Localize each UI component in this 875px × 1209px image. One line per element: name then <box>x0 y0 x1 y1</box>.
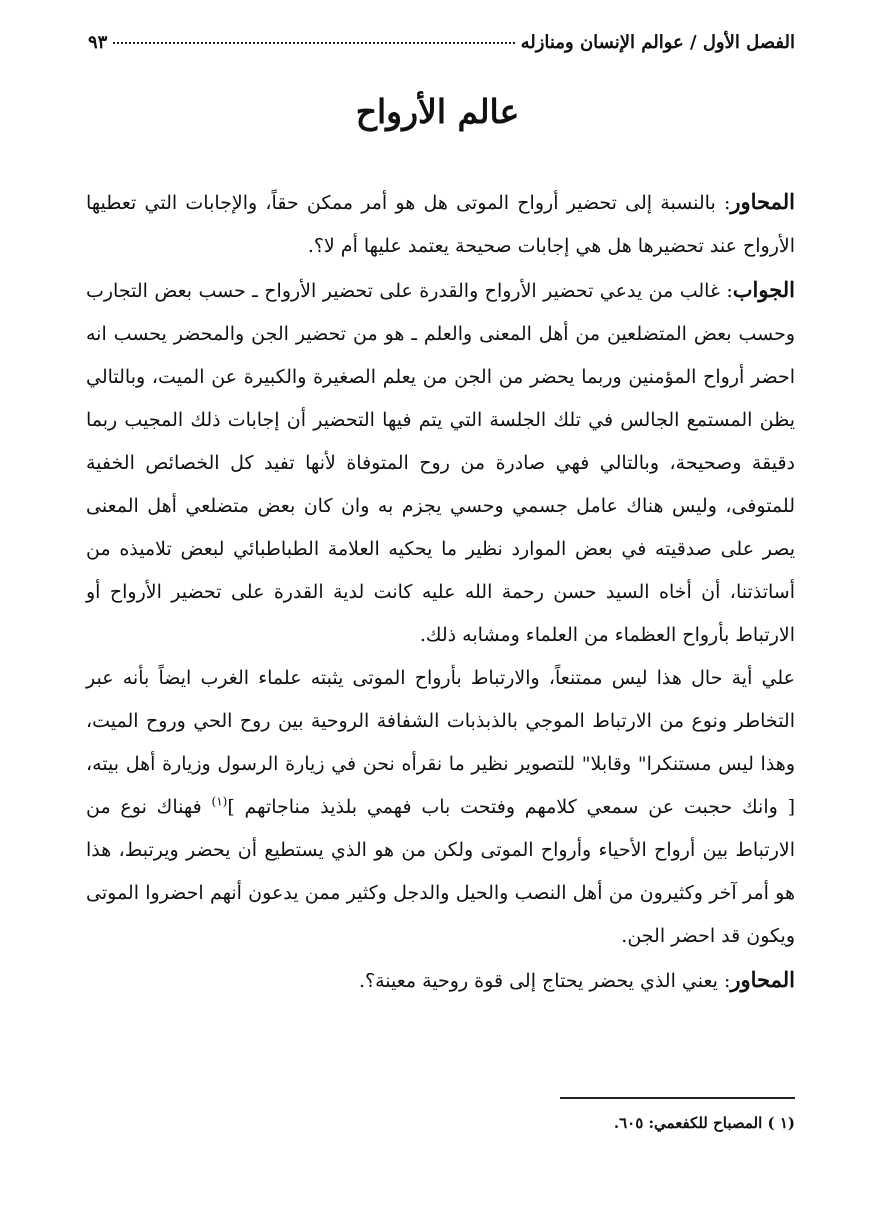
page-number: ٩٣ <box>88 32 108 53</box>
paragraph <box>86 268 795 657</box>
running-title: الفصل الأول / عوالم الإنسان ومنازله <box>520 32 795 53</box>
paragraph-text: : بالنسبة إلى تحضير أرواح الموتى هل هو أمر ممكن حقاً، والإجابات التي تعطيها الأرواح عند تحضيرها هل هي إجابات صحيحة يعتمد عليها أم لا؟. <box>86 192 795 257</box>
paragraph <box>86 180 795 268</box>
speaker-label: الجواب <box>732 277 795 302</box>
paragraph-text: فهناك نوع من الارتباط بين أرواح الأحياء وأرواح الموتى ولكن من هو الذي يستطيع أن يحضر ويرتبط، هذا هو أمر آخر وكثيرون من أهل النصب والحيل والدجل وكثير ممن يدعون أنهم احضروا الموتى ويكون قد احضر الجن. <box>86 796 795 947</box>
speaker-label: المحاور <box>730 189 795 214</box>
footnote: (١ ) المصباح للكفعمي: ٦٠٥. <box>613 1114 795 1132</box>
paragraph-text: : يعني الذي يحضر يحتاج إلى قوة روحية معينة؟. <box>358 970 731 992</box>
footnote-divider <box>560 1097 795 1099</box>
paragraph <box>86 657 795 958</box>
body-text <box>86 180 795 1003</box>
paragraph-text: : غالب من يدعي تحضير الأرواح والقدرة على تحضير الأرواح ـ حسب بعض التجارب وحسب بعض المتضلعين من أهل المعنى والعلم ـ هو من تحضير الجن والمحضر يحسب انه احضر أرواح المؤمنين وربما يحضر من الجن من يعلم الصغيرة والكبيرة عن الميت، وبالتالي يظن المستمع الجالس في تلك الجلسة التي يتم فيها التحضير أن إجابات ذلك المجيب ربما دقيقة وصحيحة، وبالتالي فهي صادرة من روح المتوفاة لأنها تفيد كل الخصائص الخفية للمتوفى، وليس هناك عامل جسمي وحسي يجزم به وان كان بعض متضلعي أهل المعنى يصر على صدقيته في بعض الموارد نظير ما يحكيه العلامة الطباطبائي لبعض تلاميذه من أساتذتنا، أن أخاه السيد حسن رحمة الله عليه كانت لدية القدرة على تحضير الأرواح أو الارتباط بأرواح العظماء من العلماء ومشابه ذلك. <box>86 280 795 646</box>
paragraph-text: علي أية حال هذا ليس ممتنعاً، والارتباط بأرواح الموتى يثبته علماء الغرب ايضاً بأنه عبر التخاطر ونوع من الارتباط الموجي بالذبذبات الشفافة الروحية بين روح الحي وروح الميت، وهذا ليس مستنكرا" وقابلا" للتصوير نظير ما نقرأه نحن في زيارة الرسول وزيارة أهل بيته، [ وانك حجبت عن سمعي كلامهم وفتحت باب فهمي بلذيذ مناجاتهم ] <box>86 667 795 818</box>
speaker-label: المحاور <box>730 967 795 992</box>
paragraph <box>86 958 795 1003</box>
footnote-reference[interactable]: (١) <box>211 794 228 809</box>
running-header <box>88 32 795 64</box>
chapter-title: عالم الأرواح <box>355 92 520 131</box>
leader-dots <box>113 42 514 44</box>
